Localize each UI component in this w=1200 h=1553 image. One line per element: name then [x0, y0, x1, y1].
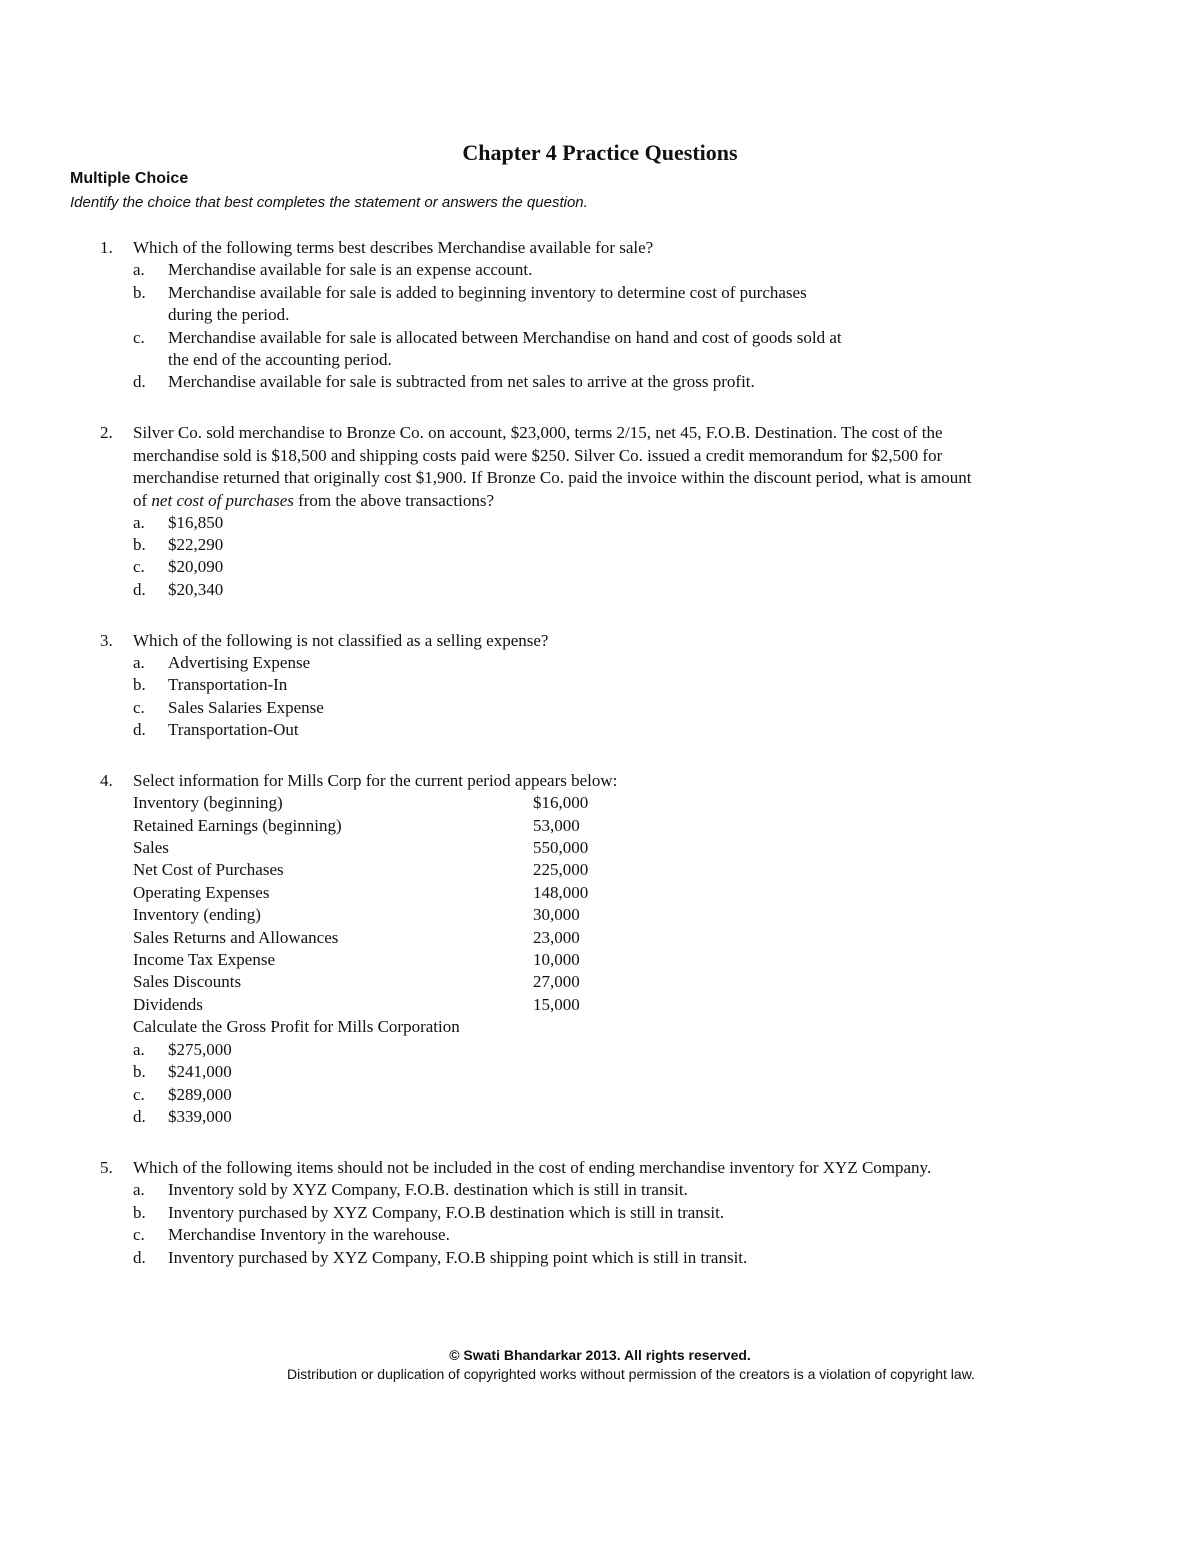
data-row — [133, 837, 588, 859]
question-number: 5. — [100, 1158, 113, 1177]
option-text: Inventory purchased by XYZ Company, F.O.B destination which is still in transit. — [168, 1203, 725, 1222]
data-label: Inventory (ending) — [133, 905, 261, 924]
option-text: Advertising Expense — [168, 653, 311, 672]
data-row — [133, 971, 580, 993]
option-a[interactable] — [133, 259, 532, 281]
option-b[interactable] — [133, 1061, 232, 1083]
option-text: Merchandise available for sale is subtracted from net sales to arrive at the gross profit. — [168, 372, 755, 391]
stem-text: from the above transactions? — [293, 491, 495, 510]
data-value: 148,000 — [533, 883, 589, 902]
question-stem — [133, 490, 494, 512]
option-letter: b. — [133, 1062, 146, 1081]
question-number: 3. — [100, 631, 113, 650]
option-b[interactable] — [133, 1202, 724, 1224]
distribution-notice: Distribution or duplication of copyrighted works without permission of the creators is a violation of copyright law. — [287, 1366, 975, 1382]
option-text-continued: the end of the accounting period. — [168, 350, 392, 369]
data-row — [133, 994, 580, 1016]
data-label: Dividends — [133, 995, 203, 1014]
data-value: 30,000 — [533, 905, 580, 924]
stem-text: of — [133, 491, 152, 510]
data-value: 27,000 — [533, 972, 580, 991]
option-letter: d. — [133, 580, 146, 599]
data-value: 225,000 — [533, 860, 589, 879]
question-stem: Select information for Mills Corp for the current period appears below: — [133, 771, 618, 790]
option-text: $22,290 — [168, 535, 224, 554]
question-stem: merchandise sold is $18,500 and shipping costs paid were $250. Silver Co. issued a credit memorandum for $2,500 for — [133, 446, 943, 465]
data-row — [133, 815, 580, 837]
option-text: Transportation-In — [168, 675, 288, 694]
option-text: Merchandise available for sale is allocated between Merchandise on hand and cost of goods sold at — [168, 328, 842, 347]
question-prompt: Calculate the Gross Profit for Mills Corporation — [133, 1017, 460, 1036]
data-label: Inventory (beginning) — [133, 793, 283, 812]
emphasized-term: net cost of purchases — [151, 491, 294, 510]
question-number: 1. — [100, 238, 113, 257]
question-stem: merchandise returned that originally cost $1,900. If Bronze Co. paid the invoice within the discount period, what is amount — [133, 468, 972, 487]
option-text: $20,340 — [168, 580, 224, 599]
option-text-continued: during the period. — [168, 305, 290, 324]
data-value: 550,000 — [533, 838, 589, 857]
option-letter: c. — [133, 328, 145, 347]
option-d[interactable] — [133, 579, 223, 601]
option-letter: c. — [133, 698, 145, 717]
data-value: 53,000 — [533, 816, 580, 835]
data-row — [133, 904, 580, 926]
option-letter: b. — [133, 283, 146, 302]
option-letter: b. — [133, 535, 146, 554]
option-letter: a. — [133, 653, 145, 672]
option-letter: c. — [133, 1085, 145, 1104]
data-row — [133, 792, 588, 814]
option-d[interactable] — [133, 1247, 747, 1269]
question-stem: Silver Co. sold merchandise to Bronze Co. on account, $23,000, terms 2/15, net 45, F.O.B. Destination. The cost of the — [133, 423, 943, 442]
option-text: $16,850 — [168, 513, 224, 532]
option-letter: a. — [133, 1040, 145, 1059]
data-row — [133, 949, 580, 971]
copyright-notice: © Swati Bhandarkar 2013. All rights reserved. — [449, 1347, 751, 1363]
option-b[interactable] — [133, 282, 807, 304]
option-letter: b. — [133, 675, 146, 694]
section-instructions: Identify the choice that best completes the statement or answers the question. — [70, 194, 588, 211]
option-c[interactable] — [133, 1224, 450, 1246]
data-value: $16,000 — [533, 793, 589, 812]
option-c[interactable] — [133, 1084, 232, 1106]
question-stem: Which of the following items should not be included in the cost of ending merchandise inventory for XYZ Company. — [133, 1158, 932, 1177]
question-number: 4. — [100, 771, 113, 790]
data-label: Sales Returns and Allowances — [133, 928, 339, 947]
option-text: Merchandise available for sale is an expense account. — [168, 260, 533, 279]
data-label: Net Cost of Purchases — [133, 860, 284, 879]
option-text: $20,090 — [168, 557, 224, 576]
data-row — [133, 859, 588, 881]
option-letter: a. — [133, 1180, 145, 1199]
data-label: Operating Expenses — [133, 883, 270, 902]
option-letter: a. — [133, 260, 145, 279]
option-b[interactable] — [133, 534, 223, 556]
option-c[interactable] — [133, 697, 324, 719]
option-text: $289,000 — [168, 1085, 232, 1104]
question-number: 2. — [100, 423, 113, 442]
option-d[interactable] — [133, 371, 755, 393]
option-d[interactable] — [133, 1106, 232, 1128]
data-row — [133, 882, 588, 904]
data-value: 10,000 — [533, 950, 580, 969]
option-text: Transportation-Out — [168, 720, 299, 739]
option-letter: a. — [133, 513, 145, 532]
option-d[interactable] — [133, 719, 299, 741]
question-stem: Which of the following terms best describes Merchandise available for sale? — [133, 238, 654, 257]
option-a[interactable] — [133, 1179, 688, 1201]
section-heading: Multiple Choice — [70, 170, 189, 187]
option-letter: d. — [133, 720, 146, 739]
page-title: Chapter 4 Practice Questions — [462, 140, 738, 165]
data-label: Sales — [133, 838, 169, 857]
option-a[interactable] — [133, 1039, 232, 1061]
option-c[interactable] — [133, 327, 842, 349]
data-label: Retained Earnings (beginning) — [133, 816, 342, 835]
data-value: 23,000 — [533, 928, 580, 947]
option-letter: d. — [133, 372, 146, 391]
option-letter: c. — [133, 1225, 145, 1244]
data-label: Income Tax Expense — [133, 950, 276, 969]
data-row — [133, 927, 580, 949]
data-label: Sales Discounts — [133, 972, 242, 991]
option-text: $339,000 — [168, 1107, 232, 1126]
option-b[interactable] — [133, 674, 287, 696]
option-text: $241,000 — [168, 1062, 232, 1081]
option-text: Merchandise Inventory in the warehouse. — [168, 1225, 450, 1244]
option-a[interactable] — [133, 512, 223, 534]
option-c[interactable] — [133, 556, 223, 578]
option-text: Inventory sold by XYZ Company, F.O.B. destination which is still in transit. — [168, 1180, 688, 1199]
option-text: Inventory purchased by XYZ Company, F.O.B shipping point which is still in transit. — [168, 1248, 748, 1267]
option-a[interactable] — [133, 652, 310, 674]
option-text: $275,000 — [168, 1040, 232, 1059]
option-letter: d. — [133, 1107, 146, 1126]
option-letter: b. — [133, 1203, 146, 1222]
option-letter: c. — [133, 557, 145, 576]
option-text: Merchandise available for sale is added to beginning inventory to determine cost of purchases — [168, 283, 807, 302]
question-stem: Which of the following is not classified as a selling expense? — [133, 631, 549, 650]
data-value: 15,000 — [533, 995, 580, 1014]
option-text: Sales Salaries Expense — [168, 698, 324, 717]
option-letter: d. — [133, 1248, 146, 1267]
